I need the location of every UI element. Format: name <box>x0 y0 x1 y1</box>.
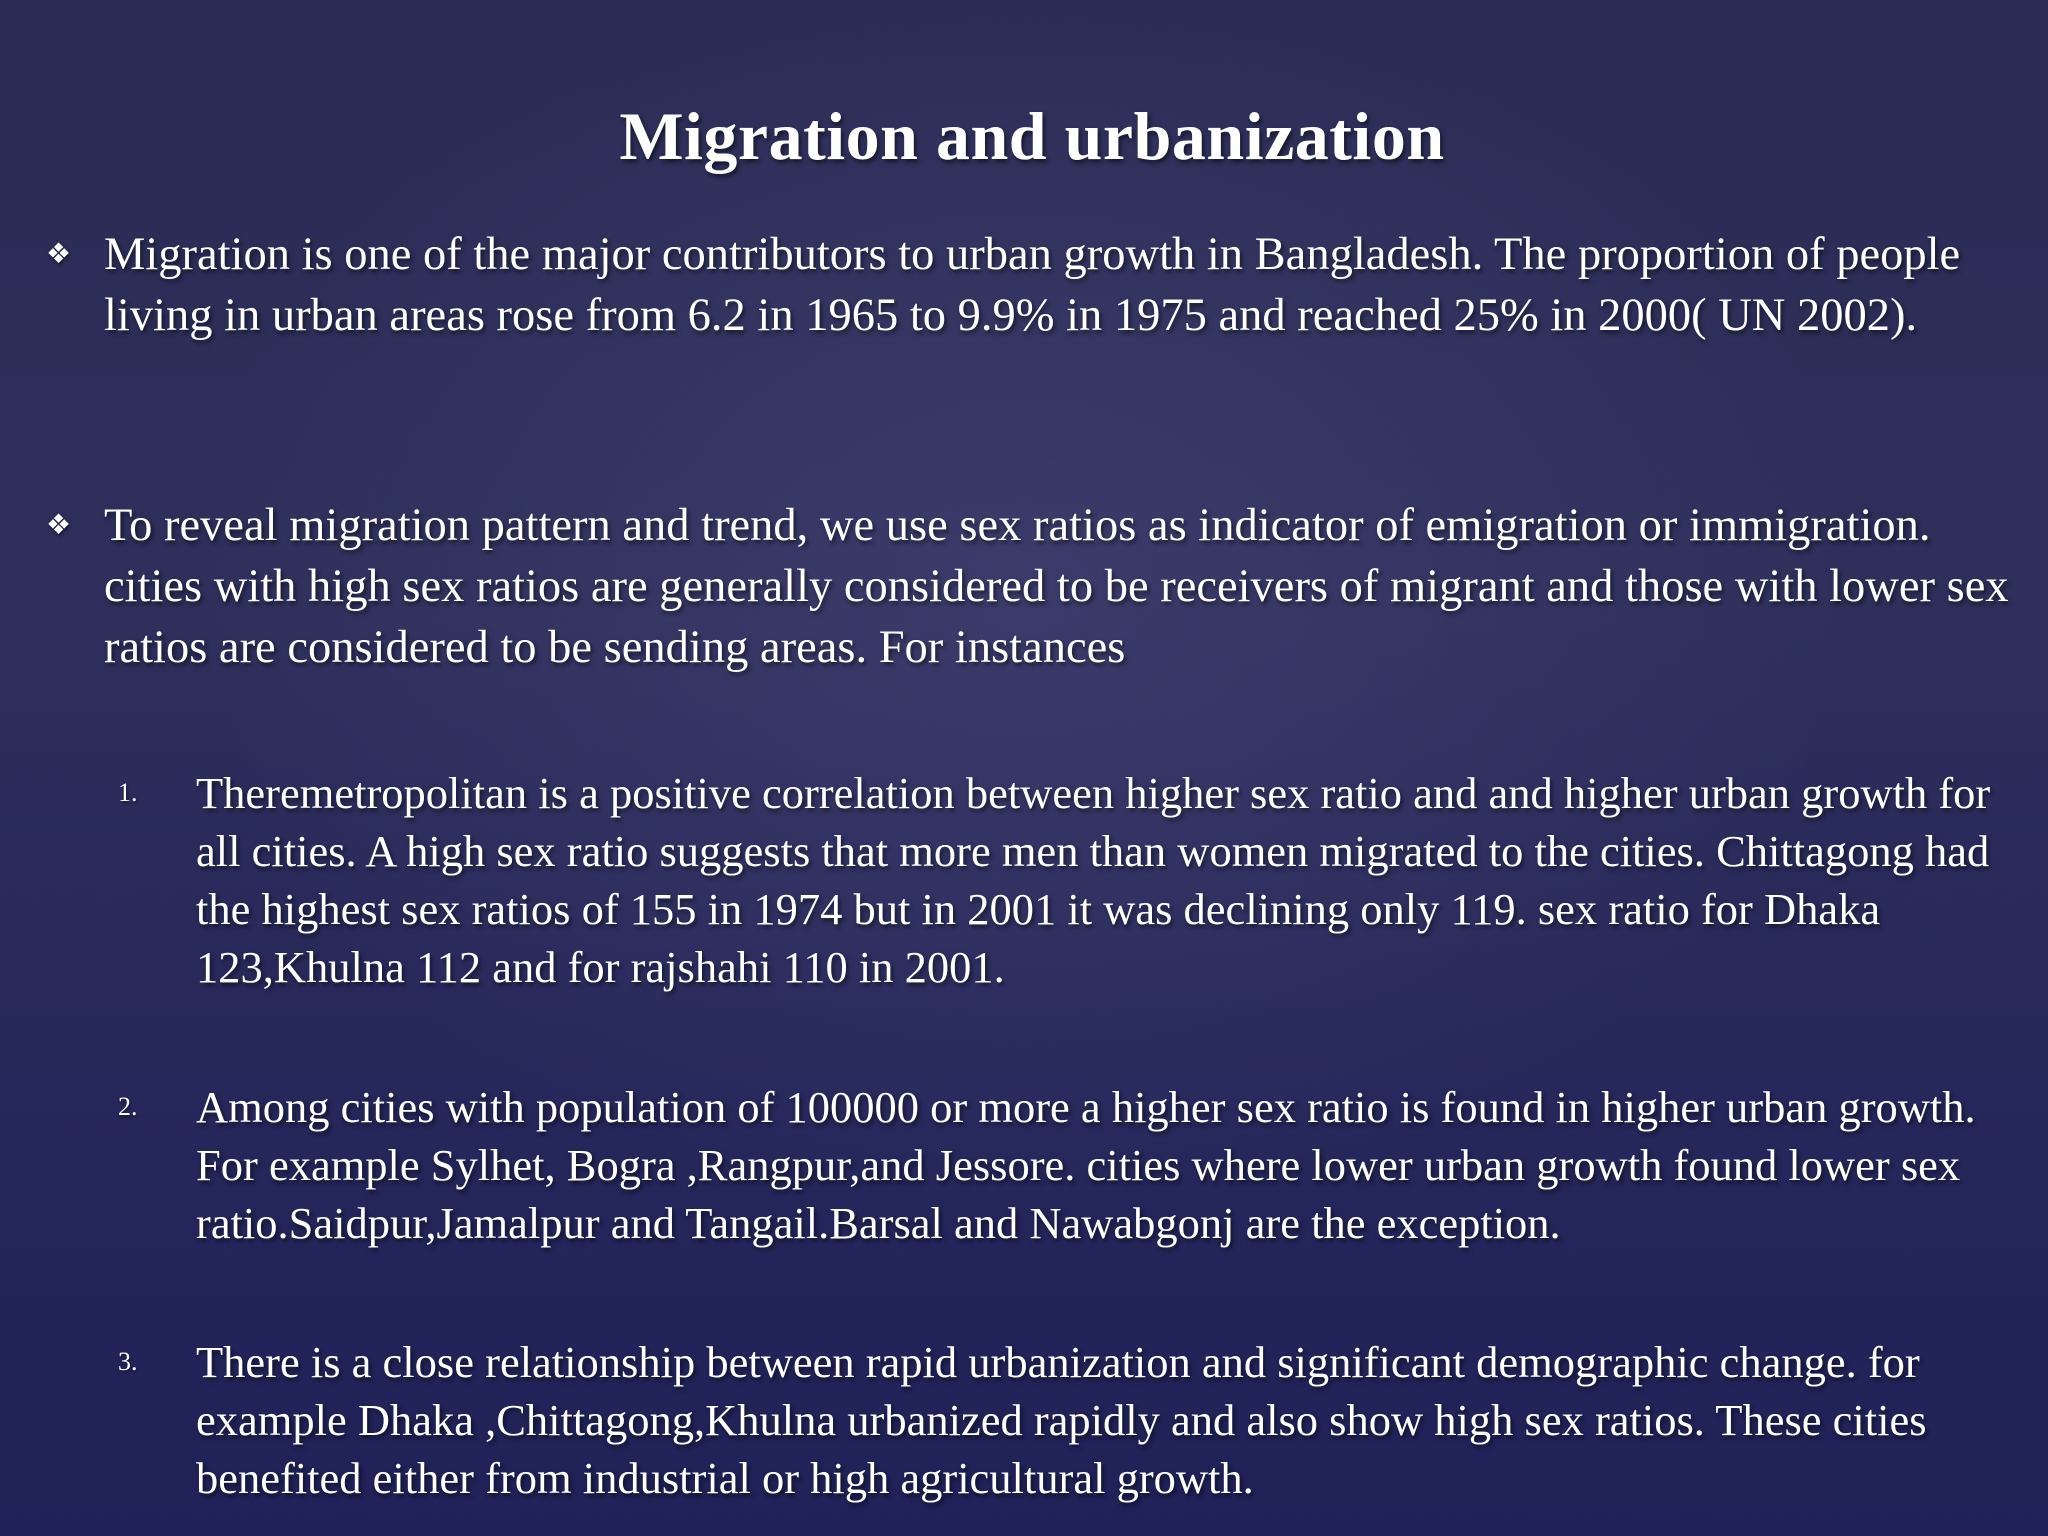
slide-title: Migration and urbanization <box>619 98 1445 174</box>
list-number-3: 3. <box>118 1347 138 1376</box>
numbered-item-2: Among cities with population of 100000 or more a higher sex ratio is found in higher urban growth. For example Sylhet, Bogra ,Rangpur,and Jessore. cities where lower urban growth found lower sex ratio.Saidpur,Jamalpur and Tangail.Barsal and Nawabgonj are the exception. <box>196 1082 1976 1248</box>
list-number-2: 2. <box>118 1092 138 1121</box>
list-number-1: 1. <box>118 778 138 807</box>
bullet-paragraph-2: To reveal migration pattern and trend, we use sex ratios as indicator of emigration or immigration. cities with high sex ratios are generally considered to be receivers of migrant and those with lower sex ratios are considered to be sending areas. For instances <box>104 500 2009 673</box>
bullet-paragraph-1: Migration is one of the major contributors to urban growth in Bangladesh. The proportion of people living in urban areas rose from 6.2 in 1965 to 9.9% in 1975 and reached 25% in 2000( UN 2002). <box>104 229 1961 341</box>
numbered-item-3: There is a close relationship between rapid urbanization and significant demographic change. for example Dhaka ,Chittagong,Khulna urbanized rapidly and also show high sex ratios. These cities benefited either from industrial or high agricultural growth. <box>196 1337 1927 1503</box>
numbered-item-1: Theremetropolitan is a positive correlation between higher sex ratio and and higher urban growth for all cities. A high sex ratio suggests that more men than women migrated to the cities. Chittagong had the highest sex ratios of 155 in 1974 but in 2001 it was declining only 119. sex ratio for Dhaka 123,Khulna 112 and for rajshahi 110 in 2001. <box>196 768 1991 992</box>
diamond-bullet-icon: ❖ <box>46 510 72 541</box>
diamond-bullet-icon: ❖ <box>46 239 72 270</box>
